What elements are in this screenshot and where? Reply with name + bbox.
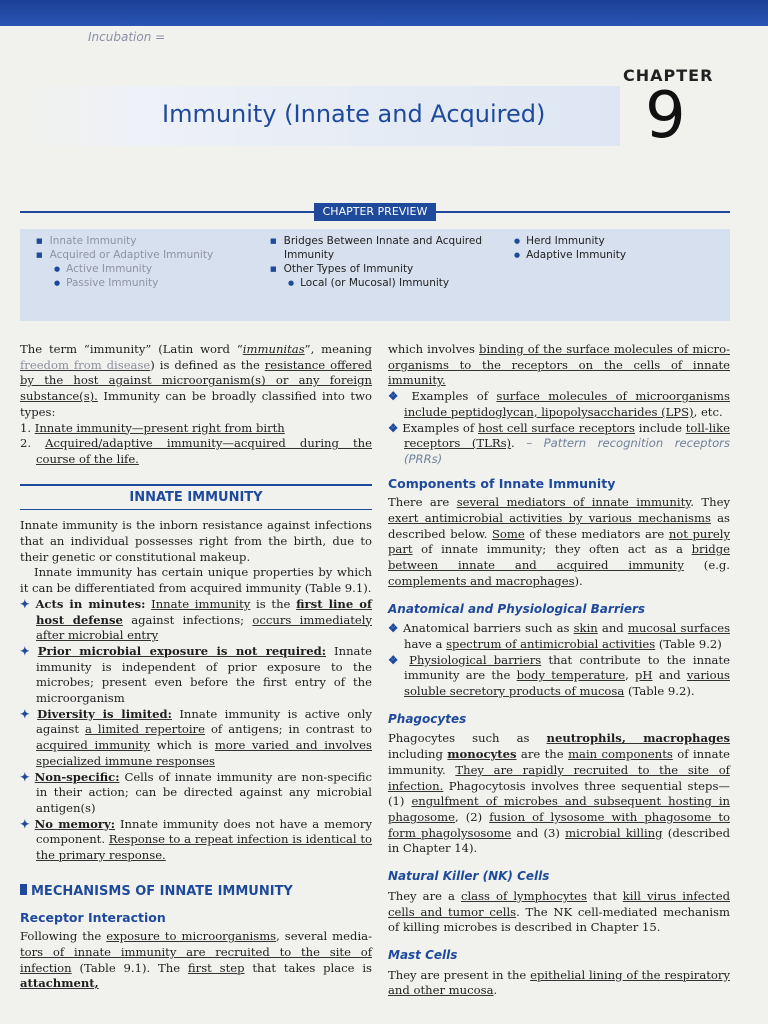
chapter-number: 9 xyxy=(645,79,686,153)
receptor-interaction-heading: Receptor Interaction xyxy=(20,909,166,925)
preview-tab: CHAPTER PREVIEW xyxy=(314,203,436,221)
preview-item: ● Adaptive Immunity xyxy=(514,248,626,262)
preview-item-continued: Immunity xyxy=(284,249,335,261)
preview-subitem: ● Local (or Mucosal) Immunity xyxy=(270,276,482,290)
innate-definition: Innate immunity is the inborn resistance against infections that an individual possesses right from the birth, due to their genetic or constitutional makeup. xyxy=(20,518,372,564)
components-heading: Components of Innate Immunity xyxy=(388,475,616,491)
chapter-title: Immunity (Innate and Acquired) xyxy=(162,100,546,128)
nk-cells-heading: Natural Killer (NK) Cells xyxy=(388,869,550,884)
barrier-anatomical: ❖ Anatomical barriers such as skin and mucosal surfaces have a spectrum of antimicrobial activities (Table 9.2) xyxy=(388,621,731,651)
phagocytes-heading: Phagocytes xyxy=(388,711,467,726)
top-binding-bar xyxy=(0,0,768,26)
mast-cells-paragraph: They are present in the epithelial lining of the respiratory and other mucosa. xyxy=(388,967,730,998)
innate-properties: Innate immunity has certain unique properties by which it can be differentiated from acquired immunity (Table 9.1). xyxy=(20,565,372,596)
bullet-non-specific: ✦ Non-specific: Cells of innate immunity are non-specific in their action; can be directed against any microbial antigen(s) xyxy=(20,769,372,815)
example-surface-molecules: ❖ Examples of surface molecules of microorganisms include peptidoglycan, lipopolysaccharides (LPS), etc. xyxy=(388,389,730,419)
preview-item: ■ Other Types of Immunity xyxy=(270,262,482,276)
mast-cells-heading: Mast Cells xyxy=(388,947,458,962)
preview-col-3 xyxy=(514,234,626,262)
preview-subitem: ● Active Immunity xyxy=(36,262,213,276)
bullet-acts-in-minutes: ✦ Acts in minutes: Innate immunity is the first line of host defense against infections; occurs immediately after microbial entry xyxy=(20,596,373,643)
preview-item: ■ Acquired or Adaptive Immunity xyxy=(36,248,213,262)
bullet-diversity: ✦ Diversity is limited: Innate immunity is active only against a limited repertoire of antigens; in contrast to acquired immunity which is more varied and involves specialized immune responses xyxy=(20,706,373,768)
preview-col-2 xyxy=(270,234,482,290)
handwritten-annotation: – Pattern recognition receptors (PRRs) xyxy=(404,436,730,466)
handwritten-note: Incubation = xyxy=(88,30,166,44)
preview-subitem: ● Passive Immunity xyxy=(36,276,213,290)
right-column xyxy=(388,342,730,999)
type-1: 1. Innate immunity—present right from birth xyxy=(20,420,285,435)
left-column xyxy=(20,342,372,992)
type-2: 2. Acquired/adaptive immunity—acquired during the course of the life. xyxy=(20,436,372,466)
innate-immunity-heading: INNATE IMMUNITY xyxy=(129,489,263,505)
bullet-no-memory: ✦ No memory: Innate immunity does not have a memory component. Response to a repeat infection is identical to the primary response. xyxy=(20,816,373,863)
nk-cells-paragraph: They are a class of lymphocytes that kill virus infected cells and tumor cells. The NK cell-mediated mechanism of killing microbes is described in Chapter 15. xyxy=(388,888,730,935)
components-paragraph: There are several mediators of innate immunity. They exert antimicrobial activities by various mechanisms as described below. Some of these mediators are not purely part of innate immunity; they often act as a bridge between innate and acquired immunity (e.g. complements and macrophages). xyxy=(388,495,730,588)
preview-col-1 xyxy=(36,234,213,290)
preview-item: ● Herd Immunity xyxy=(514,234,626,248)
continuation-paragraph: which involves binding of the surface molecules of micro-organisms to the receptors on the cells of innate immunity. xyxy=(388,342,730,388)
bullet-prior-exposure: ✦ Prior microbial exposure is not required: Innate immunity is independent of prior exposure to the microbes; present even before the first entry of the microorganism xyxy=(20,643,372,706)
barriers-heading: Anatomical and Physiological Barriers xyxy=(388,601,646,616)
preview-item: ■ Bridges Between Innate and Acquired xyxy=(270,234,482,248)
barrier-physiological: ❖ Physiological barriers that contribute to the innate immunity are the body temperature, pH and various soluble secretory products of mucosa (Table 9.2). xyxy=(388,652,730,699)
mechanisms-heading: MECHANISMS OF INNATE IMMUNITY xyxy=(20,884,372,900)
preview-item: ■ Innate Immunity xyxy=(36,234,213,248)
innate-heading-box xyxy=(20,484,372,511)
receptor-paragraph: Following the exposure to microorganisms, several media-tors of innate immunity are recruited to the site of infection (Table 9.1). The first step that takes place is attachment, xyxy=(20,929,372,991)
intro-paragraph: The term “immunity” (Latin word “immunitas”, meaning freedom from disease) is defined as the resistance offered by the host against microorganism(s) or any foreign substance(s). Immunity can be broadly classified into two types: xyxy=(20,342,372,419)
example-host-receptors: ❖ Examples of host cell surface receptors include toll-like receptors (TLRs). – Pattern recognition receptors (PRRs) xyxy=(388,420,730,466)
phagocytes-paragraph: Phagocytes such as neutrophils, macrophages including monocytes are the main components of innate immunity. They are rapidly recruited to the site of infection. Phagocytosis involves three sequential steps—(1) engulfment of microbes and subsequent hosting in phagosome, (2) fusion of lysosome with phagosome to form phagolysosome and (3) microbial killing (described in Chapter 14). xyxy=(388,731,731,856)
chapter-label: CHAPTER xyxy=(623,66,714,85)
